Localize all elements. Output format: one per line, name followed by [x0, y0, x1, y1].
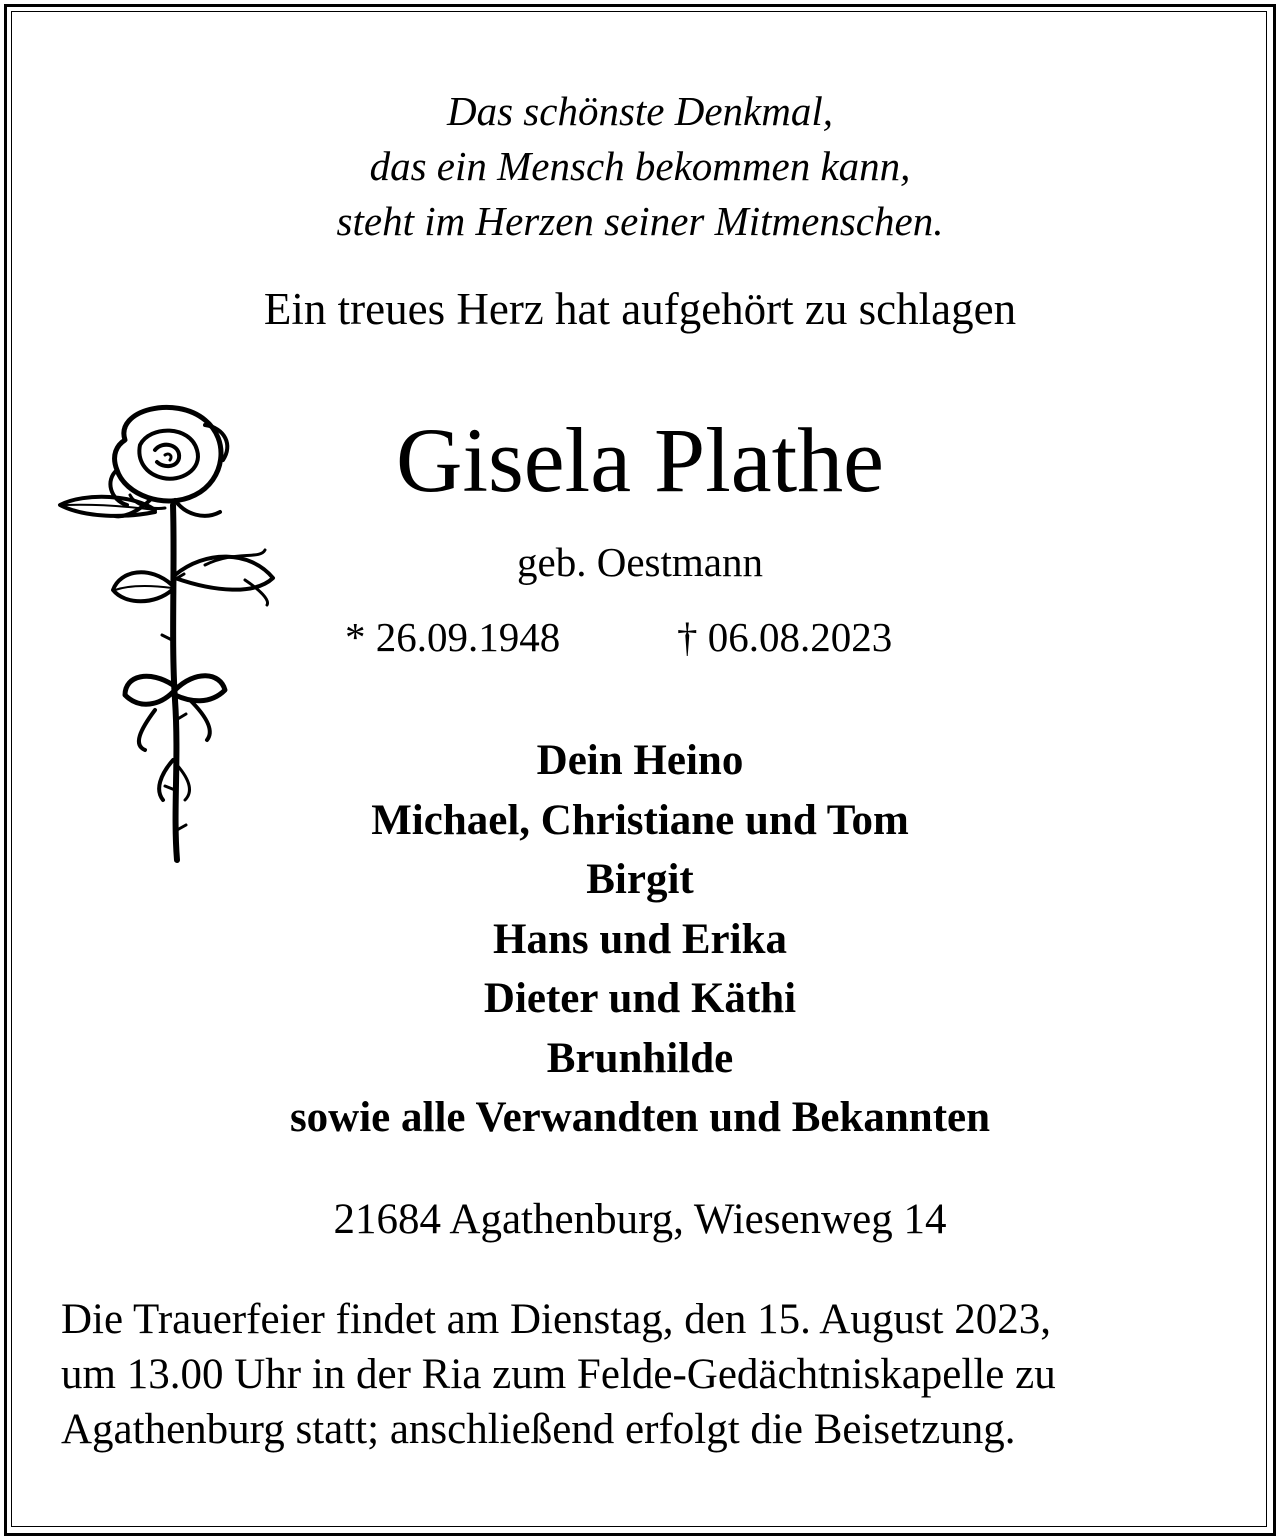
mourner-line: Michael, Christiane und Tom: [371, 796, 909, 844]
mourner-line: Birgit: [586, 856, 694, 903]
mourner-line: Hans und Erika: [493, 915, 787, 963]
life-dates: [0, 610, 1280, 664]
mourner-line: Dein Heino: [536, 737, 744, 784]
intro-line: Ein treues Herz hat aufgehört zu schlagen: [263, 284, 1017, 334]
funeral-line-3: Agathenburg statt; anschließend erfolgt die Beisetzung.: [61, 1406, 1016, 1453]
deceased-name: Gisela Plathe: [396, 409, 884, 511]
death-date: † 06.08.2023: [677, 614, 893, 660]
funeral-notice: [61, 1292, 1231, 1457]
motto-line-1: Das schönste Denkmal,: [446, 88, 834, 134]
mourner-line: sowie alle Verwandten und Bekannten: [289, 1094, 991, 1141]
mourners-list: [0, 731, 1280, 1148]
motto-verse: [0, 84, 1280, 249]
motto-line-3: steht im Herzen seiner Mitmenschen.: [336, 198, 944, 244]
birth-date: * 26.09.1948: [345, 614, 561, 660]
mourner-line: Dieter und Käthi: [483, 975, 797, 1022]
funeral-line-1: Die Trauerfeier findet am Dienstag, den 15. August 2023,: [61, 1296, 1052, 1343]
birth-name: geb. Oestmann: [517, 539, 763, 585]
motto-line-2: das ein Mensch bekommen kann,: [369, 143, 911, 189]
funeral-line-2: um 13.00 Uhr in der Ria zum Felde-Gedächtniskapelle zu: [61, 1351, 1056, 1398]
mourner-line: Brunhilde: [546, 1034, 734, 1082]
address: 21684 Agathenburg, Wiesenweg 14: [333, 1196, 947, 1243]
